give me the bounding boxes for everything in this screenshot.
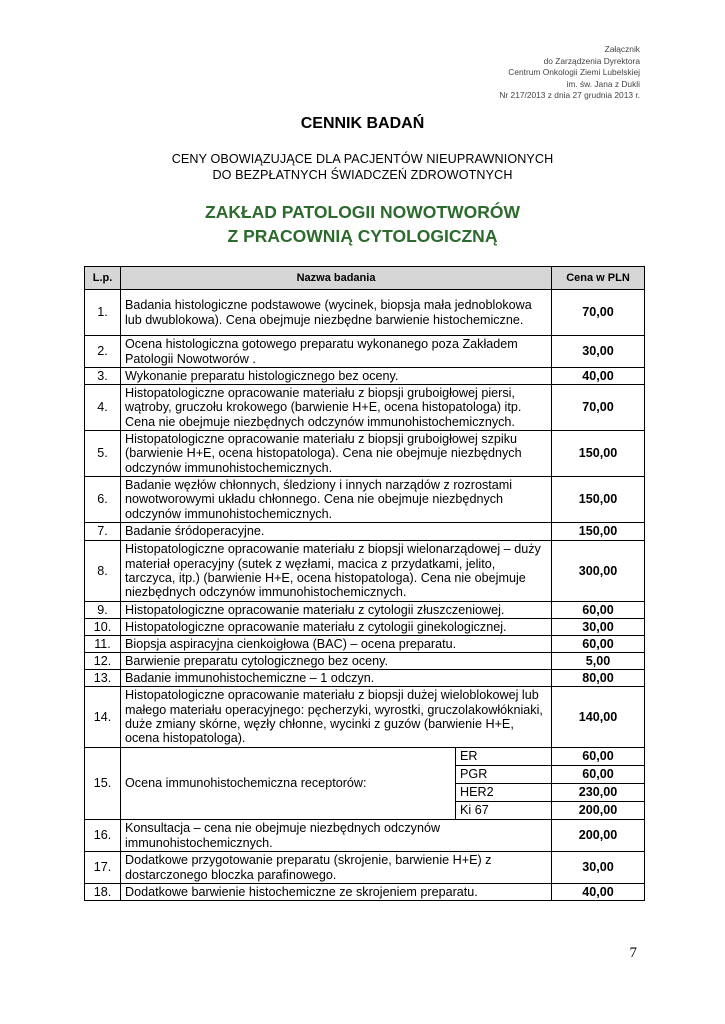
- row-name: Badanie immunohistochemiczne – 1 odczyn.: [121, 670, 552, 687]
- row-lp: 5.: [85, 431, 121, 477]
- table-row: [85, 636, 645, 653]
- header-lp: L.p.: [85, 267, 121, 290]
- row-lp: 1.: [85, 290, 121, 336]
- row-lp: 9.: [85, 602, 121, 619]
- price-table: [84, 266, 645, 901]
- department-line: Z PRACOWNIĄ CYTOLOGICZNĄ: [227, 226, 498, 246]
- row-name: Histopatologiczne opracowanie materiału z biopsji gruboigłowej szpiku (barwienie H+E, ocena histopatologa). Cena nie obejmuje niezbędnych odczynów immunohistochemicznych.: [121, 431, 552, 477]
- receptor-name: HER2: [456, 784, 552, 802]
- row-price: 80,00: [552, 670, 645, 687]
- table-row: [85, 477, 645, 523]
- annex-line: Nr 217/2013 z dnia 27 grudnia 2013 r.: [499, 90, 640, 101]
- page-title: CENNIK BADAŃ: [300, 115, 425, 132]
- row-lp: 4.: [85, 385, 121, 431]
- row-lp: 14.: [85, 687, 121, 748]
- table-header-row: [85, 267, 645, 290]
- department-line: ZAKŁAD PATOLOGII NOWOTWORÓW: [205, 202, 520, 222]
- header-price: Cena w PLN: [552, 267, 645, 290]
- row-price: 150,00: [552, 431, 645, 477]
- row-price: 70,00: [552, 385, 645, 431]
- row-name: Badanie węzłów chłonnych, śledziony i innych narządów z rozrostami nowotworowymi układu chłonnego. Cena nie obejmuje niezbędnych odczynów immunohistochemicznych.: [121, 477, 552, 523]
- receptor-price: 200,00: [552, 802, 645, 820]
- row-lp: 6.: [85, 477, 121, 523]
- row-name: Histopatologiczne opracowanie materiału z biopsji dużej wieloblokowej lub małego materiału operacyjnego: pęcherzyki, wyrostki, gruczolakowłókniaki, duże zmiany skórne, węzły chłonne, wycinki z guzów (barwienie H+E, ocena histopatologa).: [121, 687, 552, 748]
- row-lp: 3.: [85, 368, 121, 385]
- receptor-price: 60,00: [552, 748, 645, 766]
- annex-line: im. św. Jana z Dukli: [566, 78, 640, 89]
- table-row: [85, 368, 645, 385]
- row-name: Histopatologiczne opracowanie materiału z biopsji gruboigłowej piersi, wątroby, gruczołu krokowego (barwienie H+E, ocena histopatologa) itp. Cena nie obejmuje niezbędnych odczynów immunohistochemicznych.: [121, 385, 552, 431]
- receptor-name: PGR: [456, 766, 552, 784]
- department-title: [0, 200, 725, 248]
- row-name: Badanie śródoperacyjne.: [121, 523, 552, 541]
- page-number: 7: [629, 945, 637, 961]
- row-name: Ocena immunohistochemiczna receptorów:: [121, 748, 456, 820]
- annex-line: Załącznik: [604, 44, 640, 54]
- row-name: Dodatkowe barwienie histochemiczne ze skrojeniem preparatu.: [121, 884, 552, 901]
- row-lp: 15.: [85, 748, 121, 820]
- row-name: Histopatologiczne opracowanie materiału z cytologii ginekologicznej.: [121, 619, 552, 636]
- row-name: Histopatologiczne opracowanie materiału z biopsji wielonarządowej – duży materiał operacyjny (sutek z węzłami, macica z przydatkami, jelito, tarczyca, itp.) (barwienie H+E, ocena histopatologa). Cena nie obejmuje niezbędnych odczynów immunohistochemicznych.: [121, 541, 552, 602]
- table-row: [85, 820, 645, 852]
- annex-note: [499, 44, 640, 102]
- row-price: 140,00: [552, 687, 645, 748]
- row-price: 5,00: [552, 653, 645, 670]
- row-price: 150,00: [552, 477, 645, 523]
- page-subtitle: [0, 151, 725, 183]
- table-row: [85, 653, 645, 670]
- table-row: [85, 431, 645, 477]
- annex-line: Centrum Onkologii Ziemi Lubelskiej: [508, 67, 640, 78]
- subtitle-line: DO BEZPŁATNYCH ŚWIADCZEŃ ZDROWOTNYCH: [212, 168, 513, 182]
- table-row: [85, 523, 645, 541]
- row-price: 60,00: [552, 602, 645, 619]
- row-name: Ocena histologiczna gotowego preparatu wykonanego poza Zakładem Patologii Nowotworów .: [121, 336, 552, 368]
- row-lp: 17.: [85, 852, 121, 884]
- row-price: 30,00: [552, 336, 645, 368]
- row-price: 40,00: [552, 368, 645, 385]
- row-lp: 11.: [85, 636, 121, 653]
- table-row: [85, 687, 645, 748]
- receptor-price: 60,00: [552, 766, 645, 784]
- subtitle-line: CENY OBOWIĄZUJĄCE DLA PACJENTÓW NIEUPRAWNIONYCH: [171, 152, 554, 166]
- row-price: 300,00: [552, 541, 645, 602]
- row-name: Biopsja aspiracyjna cienkoigłowa (BAC) – ocena preparatu.: [121, 636, 552, 653]
- header-name: Nazwa badania: [121, 267, 552, 290]
- row-lp: 10.: [85, 619, 121, 636]
- table-row: [85, 619, 645, 636]
- table-row: [85, 670, 645, 687]
- row-price: 200,00: [552, 820, 645, 852]
- table-row: [85, 884, 645, 901]
- row-price: 150,00: [552, 523, 645, 541]
- row-lp: 18.: [85, 884, 121, 901]
- row-price: 30,00: [552, 852, 645, 884]
- row-lp: 13.: [85, 670, 121, 687]
- table-row: [85, 541, 645, 602]
- annex-line: do Zarządzenia Dyrektora: [543, 55, 640, 66]
- row-price: 40,00: [552, 884, 645, 901]
- table-row: [85, 336, 645, 368]
- row-lp: 2.: [85, 336, 121, 368]
- row-price: 70,00: [552, 290, 645, 336]
- row-name: Barwienie preparatu cytologicznego bez oceny.: [121, 653, 552, 670]
- receptor-name: ER: [456, 748, 552, 766]
- row-lp: 7.: [85, 523, 121, 541]
- row-price: 60,00: [552, 636, 645, 653]
- table-row: [85, 385, 645, 431]
- row-price: 30,00: [552, 619, 645, 636]
- receptor-name: Ki 67: [456, 802, 552, 820]
- row-name: Dodatkowe przygotowanie preparatu (skrojenie, barwienie H+E) z dostarczonego bloczka parafinowego.: [121, 852, 552, 884]
- row-name: Wykonanie preparatu histologicznego bez oceny.: [121, 368, 552, 385]
- row-name: Badania histologiczne podstawowe (wycinek, biopsja mała jednoblokowa lub dwublokowa). Cena obejmuje niezbędne barwienie histochemiczne.: [121, 290, 552, 336]
- table-row: [85, 748, 645, 766]
- row-lp: 16.: [85, 820, 121, 852]
- table-row: [85, 290, 645, 336]
- table-row: [85, 602, 645, 619]
- row-name: Konsultacja – cena nie obejmuje niezbędnych odczynów immunohistochemicznych.: [121, 820, 552, 852]
- row-lp: 12.: [85, 653, 121, 670]
- table-row: [85, 852, 645, 884]
- receptor-price: 230,00: [552, 784, 645, 802]
- row-lp: 8.: [85, 541, 121, 602]
- row-name: Histopatologiczne opracowanie materiału z cytologii złuszczeniowej.: [121, 602, 552, 619]
